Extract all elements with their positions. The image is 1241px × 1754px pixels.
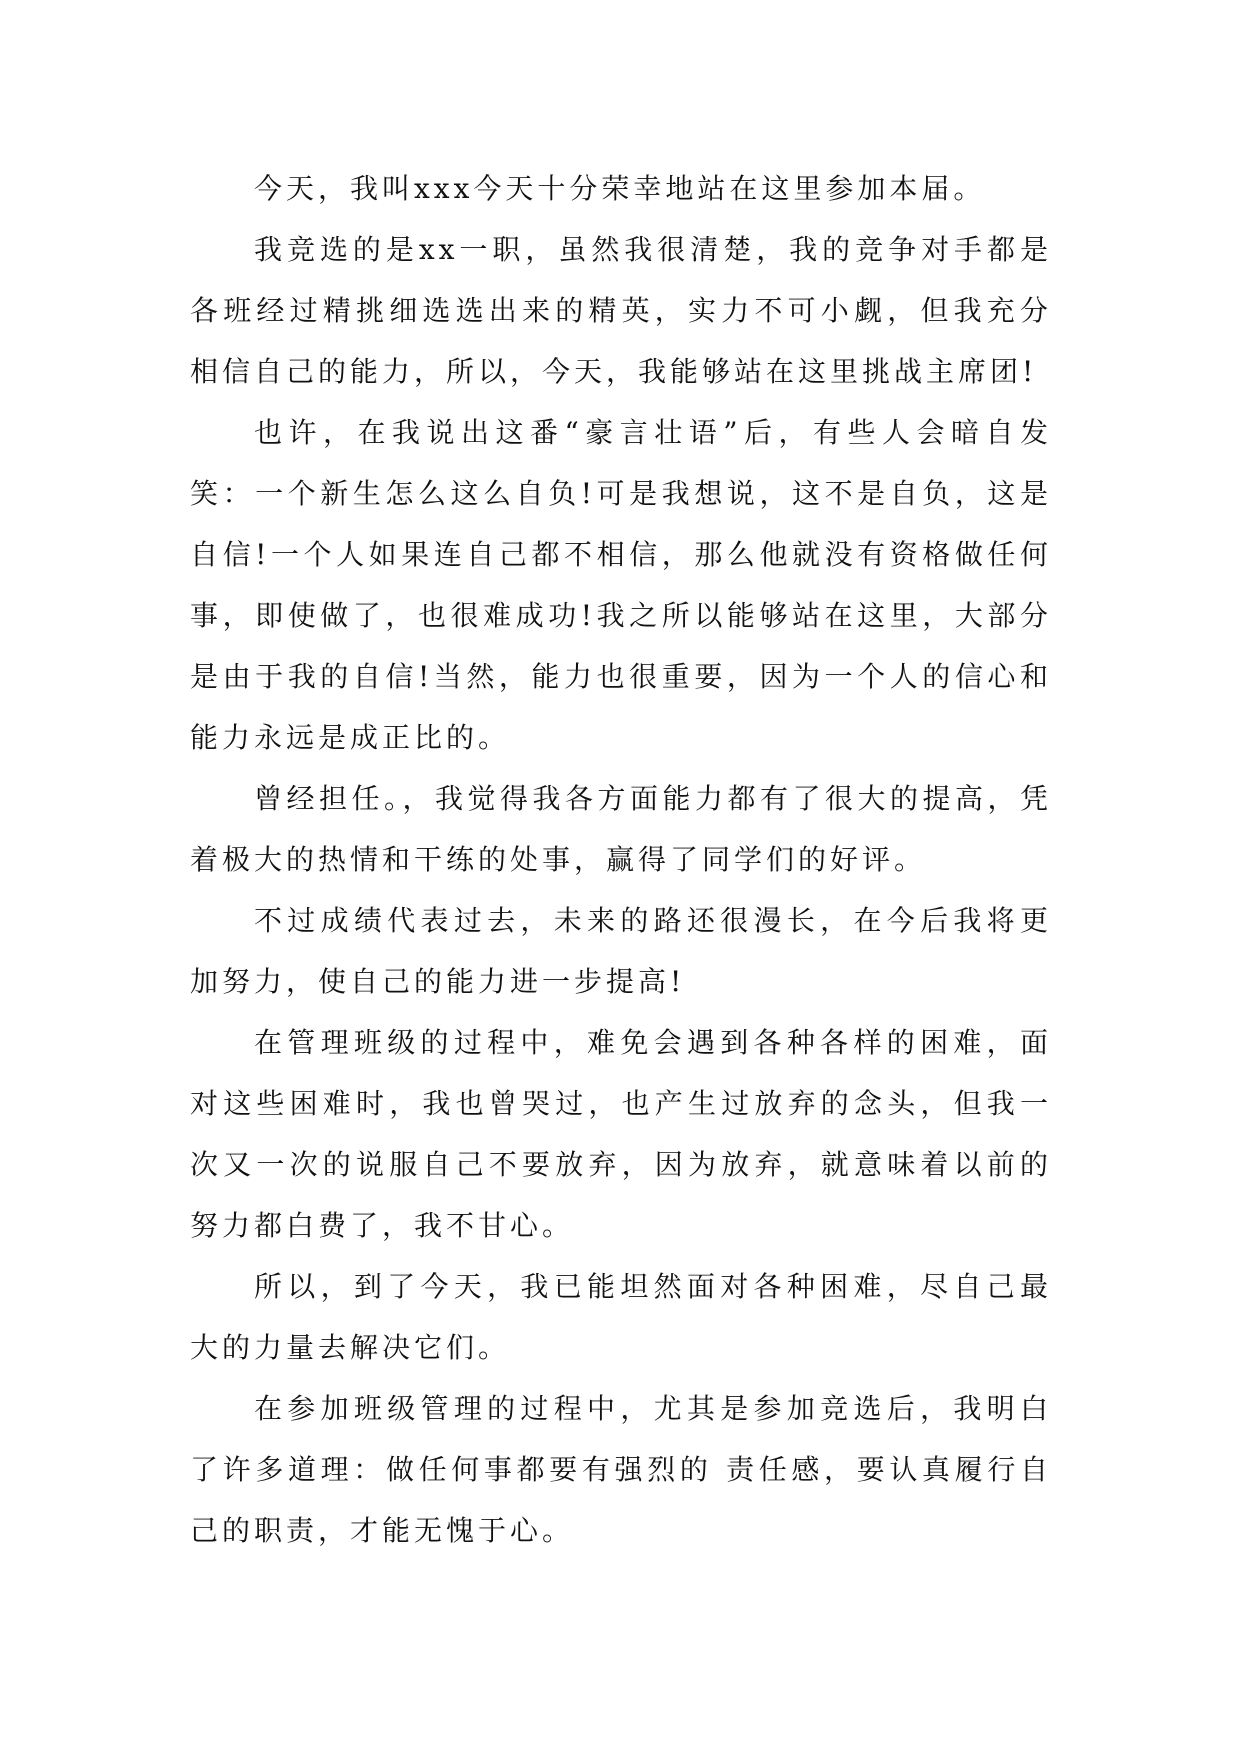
paragraph-7: 所以，到了今天，我已能坦然面对各种困难，尽自己最大的力量去解决它们。: [190, 1270, 1052, 1364]
paragraph-8: 在参加班级管理的过程中，尤其是参加竞选后，我明白了许多道理：做任何事都要有强烈的 责任感，要认真履行自己的职责，才能无愧于心。: [190, 1392, 1052, 1547]
paragraph-5: 不过成绩代表过去，未来的路还很漫长，在今后我将更加努力，使自己的能力进一步提高!: [190, 904, 1052, 998]
paragraph-2: 我竞选的是xx一职，虽然我很清楚，我的竞争对手都是各班经过精挑细选选出来的精英，实力不可小觑，但我充分相信自己的能力，所以，今天，我能够站在这里挑战主席团!: [190, 233, 1052, 388]
paragraph-6: 在管理班级的过程中，难免会遇到各种各样的困难，面对这些困难时，我也曾哭过，也产生过放弃的念头，但我一次又一次的说服自己不要放弃，因为放弃，就意味着以前的努力都白费了，我不甘心。: [190, 1026, 1052, 1242]
document-body: [190, 158, 1052, 1561]
paragraph-1: 今天，我叫xxx今天十分荣幸地站在这里参加本届。: [254, 172, 986, 205]
paragraph-3: 也许，在我说出这番“豪言壮语”后，有些人会暗自发笑：一个新生怎么这么自负!可是我想说，这不是自负，这是自信!一个人如果连自己都不相信，那么他就没有资格做任何事，即使做了，也很难成功!我之所以能够站在这里，大部分是由于我的自信!当然，能力也很重要，因为一个人的信心和能力永远是成正比的。: [190, 416, 1052, 754]
paragraph-4: 曾经担任。，我觉得我各方面能力都有了很大的提高，凭着极大的热情和干练的处事，赢得了同学们的好评。: [190, 782, 1052, 876]
